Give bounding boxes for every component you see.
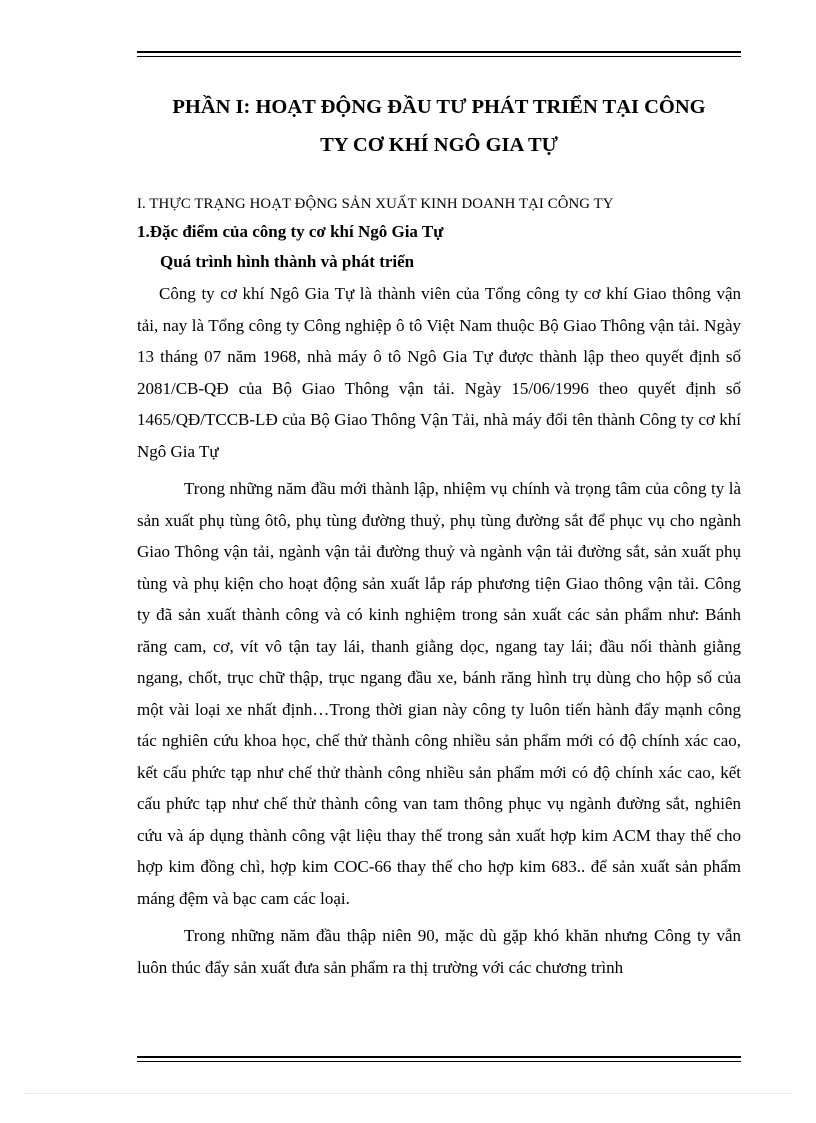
document-title (137, 88, 741, 164)
footer-double-rule (137, 1056, 741, 1062)
subheading-history: Quá trình hình thành và phát triển (160, 252, 415, 271)
section-heading: I. THỰC TRẠNG HOẠT ĐỘNG SẢN XUẤT KINH DOANH TẠI CÔNG TY (137, 196, 614, 212)
document-body (137, 88, 741, 983)
title-line-1: PHẦN I: HOẠT ĐỘNG ĐẦU TƯ PHÁT TRIỂN TẠI CÔNG (172, 96, 706, 118)
paragraph-1: Công ty cơ khí Ngô Gia Tự là thành viên của Tổng công ty cơ khí Giao thông vận tải, nay là Tổng công ty Công nghiệp ô tô Việt Nam thuộc Bộ Giao Thông vận tải. Ngày 13 tháng 07 năm 1968, nhà máy ô tô Ngô Gia Tự được thành lập theo quyết định số 2081/CB-QĐ của Bộ Giao Thông vận tải. Ngày 15/06/1996 theo quyết định số 1465/QĐ/TCCB-LĐ của Bộ Giao Thông Vận Tải, nhà máy đổi tên thành Công ty cơ khí Ngô Gia Tự (137, 284, 741, 461)
paragraph-3: Trong những năm đầu thập niên 90, mặc dù gặp khó khăn nhưng Công ty vẫn luôn thúc đẩy sản xuất đưa sản phẩm ra thị trường với các chương trình (137, 926, 741, 977)
header-double-rule (137, 51, 741, 57)
page-edge-dotted-line (25, 1093, 791, 1094)
title-line-2: TY CƠ KHÍ NGÔ GIA TỰ (320, 134, 558, 156)
subheading-company-features: 1.Đặc điểm của công ty cơ khí Ngô Gia Tự (137, 222, 444, 241)
paragraph-2: Trong những năm đầu mới thành lập, nhiệm vụ chính và trọng tâm của công ty là sản xuất phụ tùng ôtô, phụ tùng đường thuỷ, phụ tùng đường sắt để phục vụ cho ngành Giao Thông vận tải, ngành vận tải đường thuỷ và ngành vận tải đường sắt, sản xuất phụ tùng và phụ kiện cho hoạt động sản xuất lắp ráp phương tiện Giao thông vận tải. Công ty đã sản xuất thành công và có kinh nghiệm trong sản xuất các sản phẩm như: Bánh răng cam, cơ, vít vô tận tay lái, thanh giằng dọc, ngang tay lái; đầu nối thành giằng ngang, chốt, trục chữ thập, trục ngang đầu xe, bánh răng hình trụ dùng cho hộp số của một vài loại xe nhất định…Trong thời gian này công ty luôn tiến hành đẩy mạnh công tác nghiên cứu khoa học, chế thử thành công nhiều sản phẩm mới có độ chính xác cao, kết cấu phức tạp như chế thử thành công nhiều sản phẩm mới có độ chính xác cao, kết cấu phức tạp như chế thử thành công van tam thông phục vụ ngành đường sắt, nghiên cứu và áp dụng thành công vật liệu thay thế trong sản xuất hợp kim ACM thay thế cho hợp kim đồng chì, hợp kim COC-66 thay thế cho hợp kim 683.. để sản xuất sản phẩm máng đệm và bạc cam các loại. (137, 479, 741, 908)
